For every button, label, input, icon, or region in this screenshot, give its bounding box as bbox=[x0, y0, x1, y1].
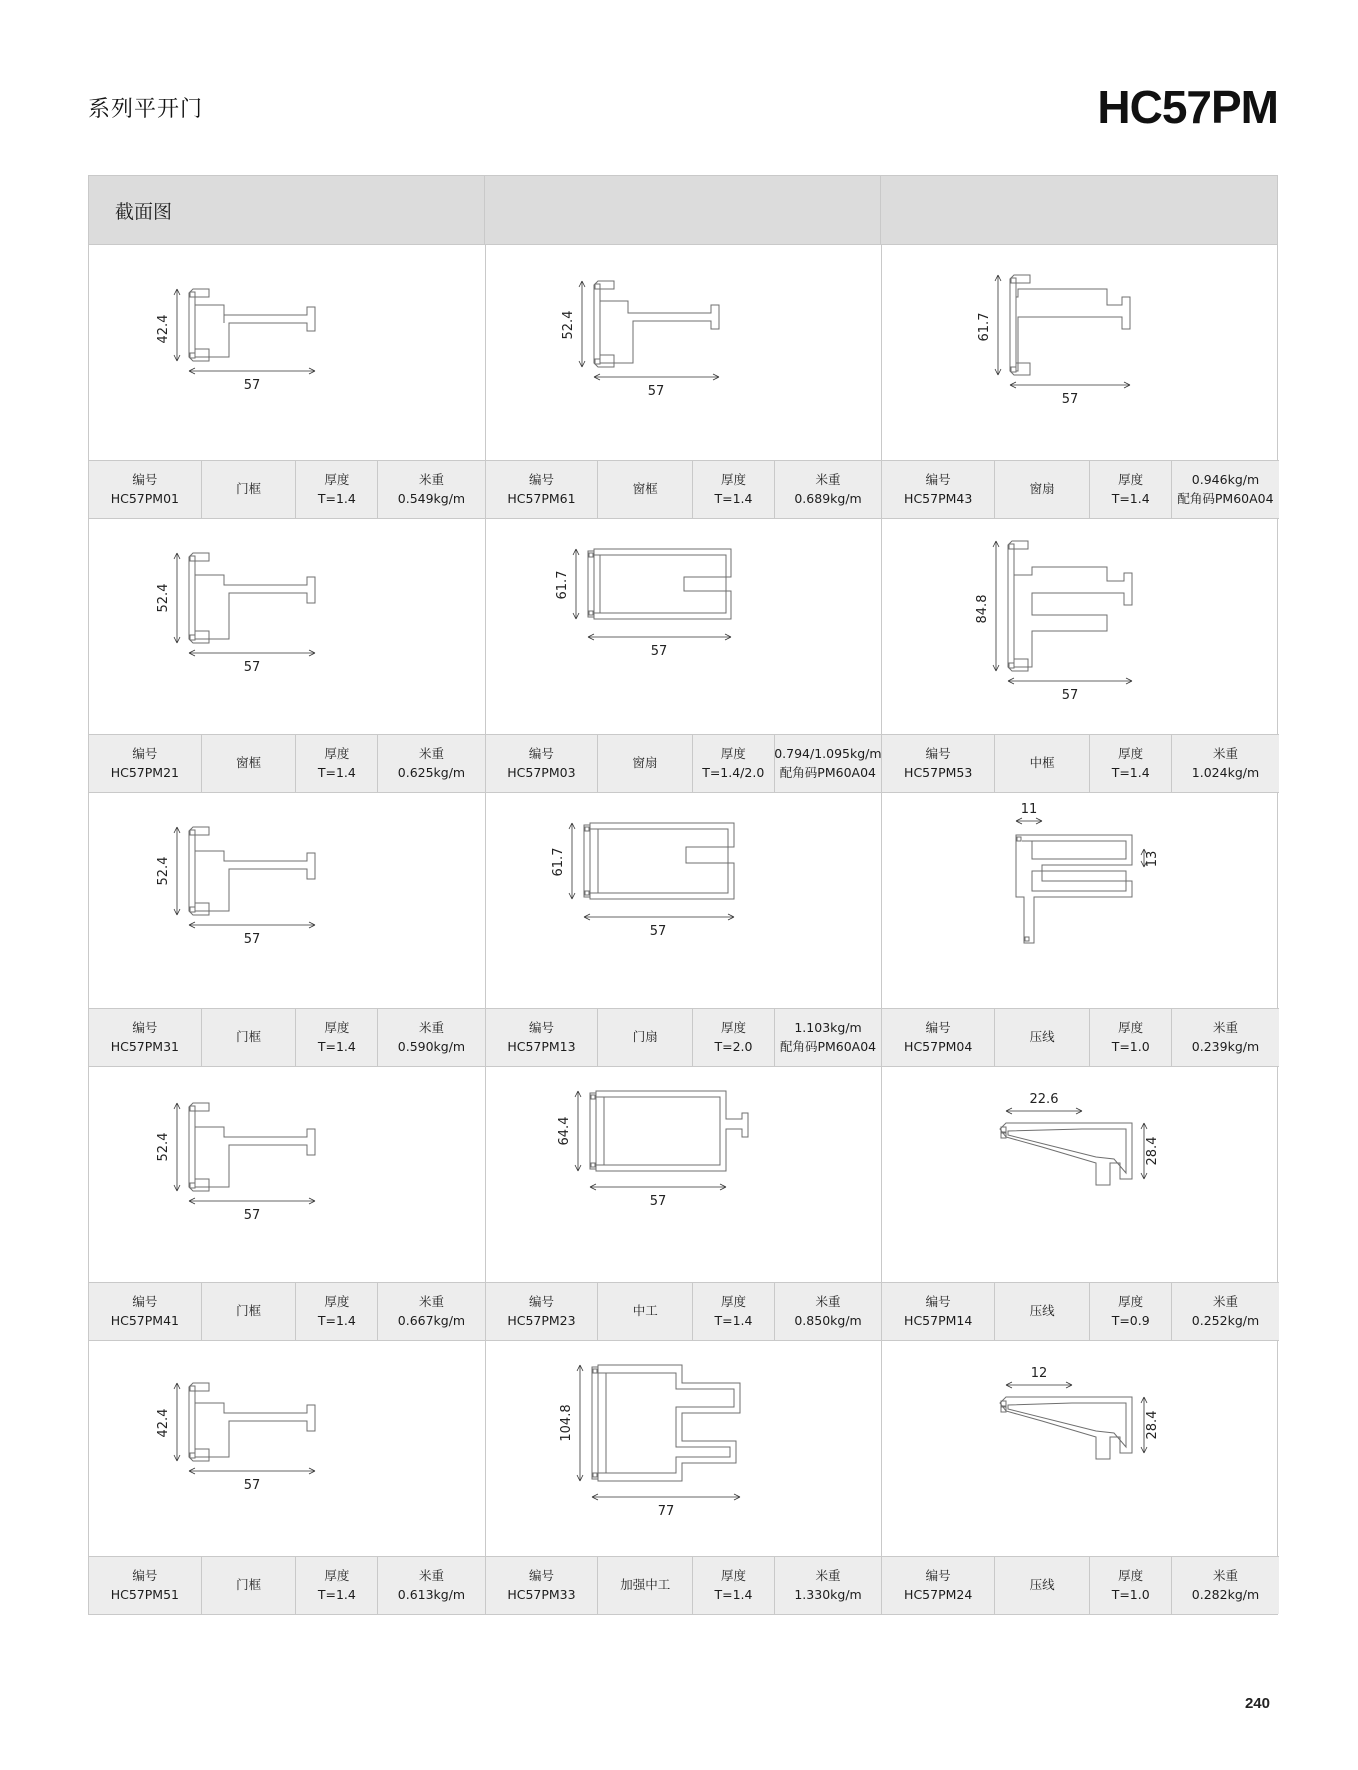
spec-code-cell bbox=[89, 1009, 202, 1066]
spec-thickness-cell bbox=[296, 1283, 378, 1340]
spec-weight-cell bbox=[1172, 735, 1279, 792]
dim-height: 13 bbox=[1145, 850, 1161, 868]
spec-code-cell bbox=[486, 1283, 599, 1340]
profile-drawing bbox=[486, 1341, 882, 1556]
spec-code-cell bbox=[89, 735, 202, 792]
spec-thickness-value: T=1.4 bbox=[317, 1312, 356, 1328]
spec-weight-label: 米重 bbox=[418, 472, 444, 488]
table-row bbox=[89, 519, 1277, 793]
spec-code-cell bbox=[882, 1557, 995, 1614]
spec-type-cell: 窗扇 bbox=[995, 461, 1090, 518]
spec-weight-label: 米重 bbox=[1212, 1020, 1238, 1036]
profile-cell bbox=[89, 519, 486, 793]
spec-thickness-label: 厚度 bbox=[324, 746, 350, 762]
spec-weight-label: 米重 bbox=[1212, 1568, 1238, 1584]
spec-weight-cell bbox=[775, 735, 882, 792]
spec-thickness-label: 厚度 bbox=[720, 746, 746, 762]
spec-thickness-cell bbox=[693, 1557, 775, 1614]
profile-cell bbox=[882, 1067, 1279, 1341]
dim-width: 57 bbox=[243, 660, 261, 675]
band-label-2 bbox=[485, 176, 881, 244]
spec-weight-label: 米重 bbox=[815, 1294, 841, 1310]
spec-type-cell: 门框 bbox=[202, 1009, 297, 1066]
spec-thickness-cell bbox=[693, 735, 775, 792]
profile-drawing bbox=[89, 1341, 485, 1556]
spec-type-cell: 中工 bbox=[598, 1283, 693, 1340]
spec-thickness-label: 厚度 bbox=[1118, 1568, 1144, 1584]
spec-code-label: 编号 bbox=[132, 1294, 158, 1310]
spec-weight-value: 0.590kg/m bbox=[397, 1038, 466, 1054]
spec-thickness-cell bbox=[1090, 1557, 1172, 1614]
spec-type-cell: 门框 bbox=[202, 461, 297, 518]
spec-weight-label: 米重 bbox=[815, 472, 841, 488]
spec-thickness-value: T=1.4 bbox=[714, 1586, 753, 1602]
spec-weight-value: 1.330kg/m bbox=[794, 1586, 862, 1602]
spec-code-cell bbox=[486, 1557, 599, 1614]
spec-type-cell: 门框 bbox=[202, 1557, 297, 1614]
spec-thickness-label: 厚度 bbox=[324, 472, 350, 488]
profile-cell bbox=[882, 793, 1279, 1067]
spec-strip bbox=[486, 734, 882, 792]
spec-weight-value: 1.103kg/m bbox=[794, 1020, 862, 1036]
spec-type-cell: 压线 bbox=[995, 1283, 1090, 1340]
spec-thickness-value: T=1.0 bbox=[1111, 1586, 1150, 1602]
spec-code-value: HC57PM01 bbox=[110, 490, 179, 506]
dim-height: 28.4 bbox=[1145, 1410, 1161, 1440]
dim-width: 77 bbox=[657, 1504, 674, 1519]
profile-cell bbox=[882, 245, 1279, 519]
spec-code-value: HC57PM14 bbox=[904, 1312, 973, 1328]
profile-table bbox=[88, 175, 1278, 1615]
spec-weight-value: 1.024kg/m bbox=[1191, 764, 1260, 780]
spec-type-cell: 中框 bbox=[995, 735, 1090, 792]
dim-width: 57 bbox=[1061, 392, 1079, 407]
spec-type-cell: 窗框 bbox=[202, 735, 297, 792]
spec-thickness-cell bbox=[1090, 735, 1172, 792]
spec-weight-cell bbox=[775, 461, 881, 518]
spec-weight-cell bbox=[378, 461, 484, 518]
profile-drawing bbox=[882, 519, 1279, 734]
spec-weight-value: 0.239kg/m bbox=[1191, 1038, 1260, 1054]
spec-type-cell: 窗扇 bbox=[598, 735, 693, 792]
spec-weight-cell bbox=[378, 735, 484, 792]
spec-weight-cell bbox=[1172, 1557, 1279, 1614]
spec-code-cell bbox=[882, 461, 995, 518]
spec-strip bbox=[486, 1008, 882, 1066]
spec-thickness-value: T=1.4 bbox=[317, 490, 356, 506]
spec-weight-note: 配角码PM60A04 bbox=[1177, 490, 1274, 506]
dim-height: 61.7 bbox=[554, 570, 570, 600]
spec-strip bbox=[486, 1282, 882, 1340]
spec-code-label: 编号 bbox=[925, 746, 951, 762]
spec-strip bbox=[882, 1282, 1279, 1340]
dim-width: 12 bbox=[1030, 1366, 1048, 1381]
dim-width: 57 bbox=[1061, 688, 1079, 703]
dim-width: 57 bbox=[649, 924, 666, 939]
profile-drawing bbox=[89, 1067, 485, 1282]
spec-code-value: HC57PM04 bbox=[904, 1038, 973, 1054]
spec-thickness-cell bbox=[693, 461, 775, 518]
spec-code-cell bbox=[89, 461, 202, 518]
spec-code-cell bbox=[882, 735, 995, 792]
spec-strip bbox=[486, 460, 882, 518]
spec-weight-label: 米重 bbox=[418, 746, 444, 762]
spec-weight-label: 米重 bbox=[1212, 746, 1238, 762]
profile-cell bbox=[486, 519, 883, 793]
spec-weight-value: 0.282kg/m bbox=[1191, 1586, 1260, 1602]
dim-height: 104.8 bbox=[558, 1404, 574, 1442]
spec-strip bbox=[89, 1282, 485, 1340]
dim-height: 42.4 bbox=[156, 314, 171, 344]
spec-thickness-label: 厚度 bbox=[1118, 746, 1144, 762]
spec-strip bbox=[882, 460, 1279, 518]
spec-weight-value: 0.625kg/m bbox=[397, 764, 466, 780]
dim-height: 61.7 bbox=[550, 847, 566, 877]
spec-code-label: 编号 bbox=[528, 1294, 554, 1310]
spec-thickness-cell bbox=[296, 1557, 378, 1614]
profile-drawing bbox=[486, 245, 882, 460]
spec-code-label: 编号 bbox=[132, 746, 158, 762]
spec-type-cell: 压线 bbox=[995, 1009, 1090, 1066]
dim-height: 64.4 bbox=[556, 1116, 572, 1146]
spec-thickness-cell bbox=[296, 461, 378, 518]
spec-code-cell bbox=[486, 735, 599, 792]
table-row bbox=[89, 793, 1277, 1067]
spec-weight-cell bbox=[1172, 461, 1279, 518]
spec-thickness-label: 厚度 bbox=[324, 1294, 350, 1310]
spec-thickness-cell bbox=[296, 1009, 378, 1066]
spec-code-cell bbox=[486, 461, 599, 518]
spec-weight-value: 0.252kg/m bbox=[1191, 1312, 1260, 1328]
spec-weight-note: 配角码PM60A04 bbox=[779, 764, 876, 780]
profile-drawing bbox=[882, 245, 1279, 460]
spec-thickness-value: T=1.4 bbox=[317, 1038, 356, 1054]
profile-cell bbox=[89, 245, 486, 519]
spec-type-cell: 门扇 bbox=[598, 1009, 693, 1066]
dim-width: 57 bbox=[647, 384, 664, 399]
spec-type-cell: 窗框 bbox=[598, 461, 693, 518]
spec-thickness-value: T=1.4/2.0 bbox=[702, 764, 765, 780]
band-label-1: 截面图 bbox=[89, 176, 485, 244]
spec-type-cell: 门框 bbox=[202, 1283, 297, 1340]
spec-code-label: 编号 bbox=[528, 746, 554, 762]
spec-strip bbox=[89, 734, 485, 792]
spec-thickness-value: T=2.0 bbox=[714, 1038, 753, 1054]
spec-code-value: HC57PM13 bbox=[507, 1038, 576, 1054]
profile-cell bbox=[486, 245, 883, 519]
spec-thickness-cell bbox=[1090, 1283, 1172, 1340]
profile-cell bbox=[89, 793, 486, 1067]
spec-type-cell: 加强中工 bbox=[598, 1557, 693, 1614]
dim-height: 52.4 bbox=[560, 310, 576, 340]
spec-strip bbox=[882, 1008, 1279, 1066]
dim-height: 52.4 bbox=[156, 856, 171, 886]
spec-strip bbox=[89, 1556, 485, 1614]
spec-weight-label: 米重 bbox=[418, 1294, 444, 1310]
spec-code-value: HC57PM61 bbox=[507, 490, 576, 506]
spec-weight-label: 米重 bbox=[1212, 1294, 1238, 1310]
dim-width: 57 bbox=[650, 644, 667, 659]
spec-thickness-label: 厚度 bbox=[720, 1568, 746, 1584]
spec-thickness-label: 厚度 bbox=[1118, 472, 1144, 488]
spec-weight-cell bbox=[1172, 1009, 1279, 1066]
spec-code-label: 编号 bbox=[925, 1294, 951, 1310]
spec-thickness-value: T=1.4 bbox=[714, 1312, 753, 1328]
spec-code-cell bbox=[89, 1557, 202, 1614]
spec-weight-cell bbox=[378, 1009, 484, 1066]
spec-weight-value: 0.689kg/m bbox=[794, 490, 862, 506]
profile-cell bbox=[486, 793, 883, 1067]
dim-width: 57 bbox=[649, 1194, 666, 1209]
spec-thickness-label: 厚度 bbox=[324, 1568, 350, 1584]
dim-height: 61.7 bbox=[977, 312, 993, 342]
page-number: 240 bbox=[1244, 1695, 1270, 1712]
spec-weight-value: 0.613kg/m bbox=[397, 1586, 466, 1602]
spec-weight-label: 米重 bbox=[815, 1568, 841, 1584]
spec-code-label: 编号 bbox=[528, 472, 554, 488]
spec-code-value: HC57PM51 bbox=[110, 1586, 179, 1602]
spec-strip bbox=[89, 1008, 485, 1066]
dim-width: 57 bbox=[243, 1478, 261, 1493]
spec-code-label: 编号 bbox=[528, 1568, 554, 1584]
profile-cell bbox=[486, 1067, 883, 1341]
spec-weight-cell bbox=[775, 1009, 881, 1066]
spec-weight-note: 配角码PM60A04 bbox=[779, 1038, 877, 1054]
profile-cell bbox=[882, 1341, 1279, 1614]
spec-code-label: 编号 bbox=[132, 472, 158, 488]
profile-cell bbox=[89, 1341, 486, 1614]
profile-drawing bbox=[486, 1067, 882, 1282]
spec-thickness-label: 厚度 bbox=[324, 1020, 350, 1036]
profile-cell bbox=[486, 1341, 883, 1614]
table-row bbox=[89, 1341, 1277, 1614]
spec-weight-cell bbox=[775, 1557, 881, 1614]
profile-drawing bbox=[89, 519, 485, 734]
profile-drawing bbox=[486, 519, 882, 734]
spec-weight-cell bbox=[378, 1283, 484, 1340]
table-band-header bbox=[89, 176, 1277, 245]
spec-strip bbox=[89, 460, 485, 518]
page-header bbox=[88, 81, 1278, 136]
dim-width: 22.6 bbox=[1029, 1092, 1059, 1107]
page-title: 系列平开门 bbox=[88, 97, 204, 122]
spec-code-label: 编号 bbox=[925, 1020, 951, 1036]
dim-height: 28.4 bbox=[1145, 1136, 1161, 1166]
spec-code-cell bbox=[882, 1283, 995, 1340]
spec-code-cell bbox=[89, 1283, 202, 1340]
profile-drawing bbox=[882, 1341, 1279, 1556]
spec-code-cell bbox=[882, 1009, 995, 1066]
table-row bbox=[89, 1067, 1277, 1341]
dim-height: 52.4 bbox=[156, 1132, 171, 1162]
spec-code-label: 编号 bbox=[925, 472, 951, 488]
spec-thickness-value: T=1.4 bbox=[1111, 490, 1150, 506]
dim-height: 84.8 bbox=[975, 594, 991, 624]
spec-thickness-cell bbox=[1090, 1009, 1172, 1066]
spec-weight-label: 米重 bbox=[418, 1020, 444, 1036]
series-code: HC57PM bbox=[1097, 81, 1278, 133]
spec-thickness-cell bbox=[296, 735, 378, 792]
spec-strip bbox=[486, 1556, 882, 1614]
dim-width: 57 bbox=[243, 1208, 261, 1223]
spec-weight-cell bbox=[1172, 1283, 1279, 1340]
spec-thickness-cell bbox=[1090, 461, 1172, 518]
spec-weight-cell bbox=[378, 1557, 484, 1614]
spec-thickness-value: T=1.4 bbox=[714, 490, 753, 506]
spec-weight-value: 0.850kg/m bbox=[794, 1312, 862, 1328]
spec-thickness-label: 厚度 bbox=[1118, 1294, 1144, 1310]
profile-drawing bbox=[89, 793, 485, 1008]
dim-width: 11 bbox=[1020, 802, 1038, 817]
spec-weight-value: 0.549kg/m bbox=[397, 490, 466, 506]
spec-thickness-label: 厚度 bbox=[720, 472, 746, 488]
spec-thickness-value: T=1.4 bbox=[317, 764, 356, 780]
profile-cell bbox=[882, 519, 1279, 793]
spec-code-value: HC57PM24 bbox=[904, 1586, 973, 1602]
spec-code-value: HC57PM03 bbox=[507, 764, 576, 780]
spec-thickness-label: 厚度 bbox=[720, 1020, 746, 1036]
spec-thickness-label: 厚度 bbox=[720, 1294, 746, 1310]
spec-thickness-cell bbox=[693, 1009, 775, 1066]
spec-code-value: HC57PM21 bbox=[110, 764, 179, 780]
dim-width: 57 bbox=[243, 932, 261, 947]
profile-drawing bbox=[882, 1067, 1279, 1282]
spec-code-label: 编号 bbox=[925, 1568, 951, 1584]
spec-code-value: HC57PM53 bbox=[904, 764, 973, 780]
table-row bbox=[89, 245, 1277, 519]
dim-width: 57 bbox=[243, 378, 261, 393]
spec-weight-label: 米重 bbox=[418, 1568, 444, 1584]
spec-strip bbox=[882, 734, 1279, 792]
spec-code-value: HC57PM43 bbox=[904, 490, 973, 506]
spec-weight-cell bbox=[775, 1283, 881, 1340]
band-label-3 bbox=[881, 176, 1277, 244]
spec-code-value: HC57PM31 bbox=[110, 1038, 179, 1054]
spec-thickness-value: T=0.9 bbox=[1111, 1312, 1150, 1328]
spec-type-cell: 压线 bbox=[995, 1557, 1090, 1614]
spec-weight-value: 0.794/1.095kg/m bbox=[774, 746, 882, 762]
spec-code-value: HC57PM41 bbox=[110, 1312, 179, 1328]
spec-weight-value: 0.946kg/m bbox=[1191, 472, 1260, 488]
spec-thickness-value: T=1.4 bbox=[1111, 764, 1150, 780]
spec-code-label: 编号 bbox=[132, 1568, 158, 1584]
profile-cell bbox=[89, 1067, 486, 1341]
spec-strip bbox=[882, 1556, 1279, 1614]
spec-code-value: HC57PM23 bbox=[507, 1312, 576, 1328]
dim-height: 42.4 bbox=[156, 1408, 171, 1438]
spec-code-label: 编号 bbox=[528, 1020, 554, 1036]
profile-drawing bbox=[882, 793, 1279, 1008]
spec-weight-value: 0.667kg/m bbox=[397, 1312, 466, 1328]
profile-drawing bbox=[89, 245, 485, 460]
spec-thickness-label: 厚度 bbox=[1118, 1020, 1144, 1036]
spec-thickness-cell bbox=[693, 1283, 775, 1340]
spec-code-label: 编号 bbox=[132, 1020, 158, 1036]
spec-thickness-value: T=1.0 bbox=[1111, 1038, 1150, 1054]
spec-thickness-value: T=1.4 bbox=[317, 1586, 356, 1602]
profile-drawing bbox=[486, 793, 882, 1008]
dim-height: 52.4 bbox=[156, 583, 171, 613]
spec-code-cell bbox=[486, 1009, 599, 1066]
spec-code-value: HC57PM33 bbox=[507, 1586, 576, 1602]
